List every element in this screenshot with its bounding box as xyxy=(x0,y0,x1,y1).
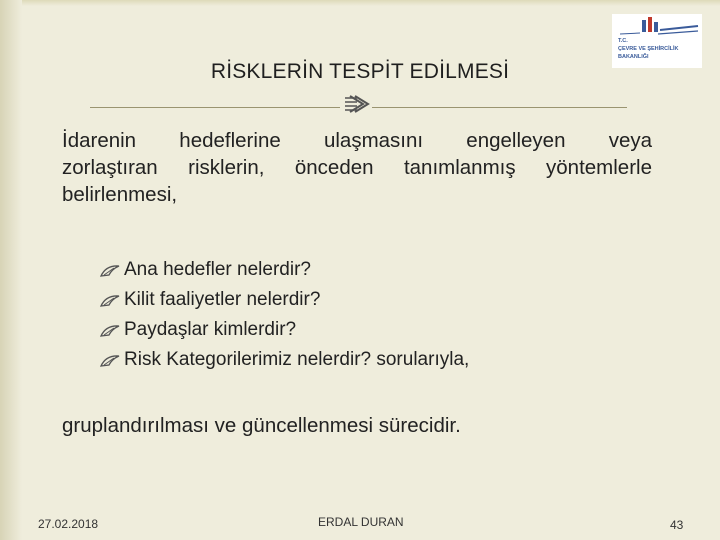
paragraph-line-2: zorlaştıran risklerin, önceden tanımlanmış yöntemlerle xyxy=(62,156,652,179)
list-item xyxy=(100,255,469,285)
slide-title xyxy=(0,60,720,84)
footer-author: ERDAL DURAN xyxy=(318,515,404,529)
paragraph-line-1: İdarenin hedeflerine ulaşmasını engelleyen veya xyxy=(62,129,652,152)
logo-line-3: BAKANLIĞI xyxy=(618,54,649,60)
slide-title-text: RİSKLERİN TESPİT EDİLMESİ xyxy=(210,60,510,83)
list-item xyxy=(100,345,469,375)
top-bar xyxy=(0,0,720,6)
leaf-bullet-icon xyxy=(100,354,120,367)
paragraph-line-3: belirlenmesi, xyxy=(62,183,178,206)
logo-line-2: ÇEVRE VE ŞEHİRCİLİK xyxy=(618,46,679,52)
leaf-bullet-icon xyxy=(100,264,120,277)
list-item xyxy=(100,285,469,315)
question-list xyxy=(100,255,469,375)
list-item-text: Paydaşlar kimlerdir? xyxy=(124,319,297,340)
intro-paragraph xyxy=(62,127,652,208)
logo-line-1: T.C. xyxy=(618,38,628,44)
list-item-text: Risk Kategorilerimiz nelerdir? sorularıyla, xyxy=(124,349,470,370)
title-rule-left xyxy=(90,107,340,108)
title-rule-right xyxy=(372,107,627,108)
footer-date: 27.02.2018 xyxy=(38,517,99,531)
ornament-divider-icon xyxy=(342,93,370,117)
list-item xyxy=(100,315,469,345)
closing-sentence: gruplandırılması ve güncellenmesi sürecidir. xyxy=(62,414,461,437)
leaf-bullet-icon xyxy=(100,294,120,307)
page-number: 43 xyxy=(670,518,684,532)
leaf-bullet-icon xyxy=(100,324,120,337)
list-item-text: Ana hedefler nelerdir? xyxy=(124,259,311,280)
list-item-text: Kilit faaliyetler nelerdir? xyxy=(124,289,321,310)
